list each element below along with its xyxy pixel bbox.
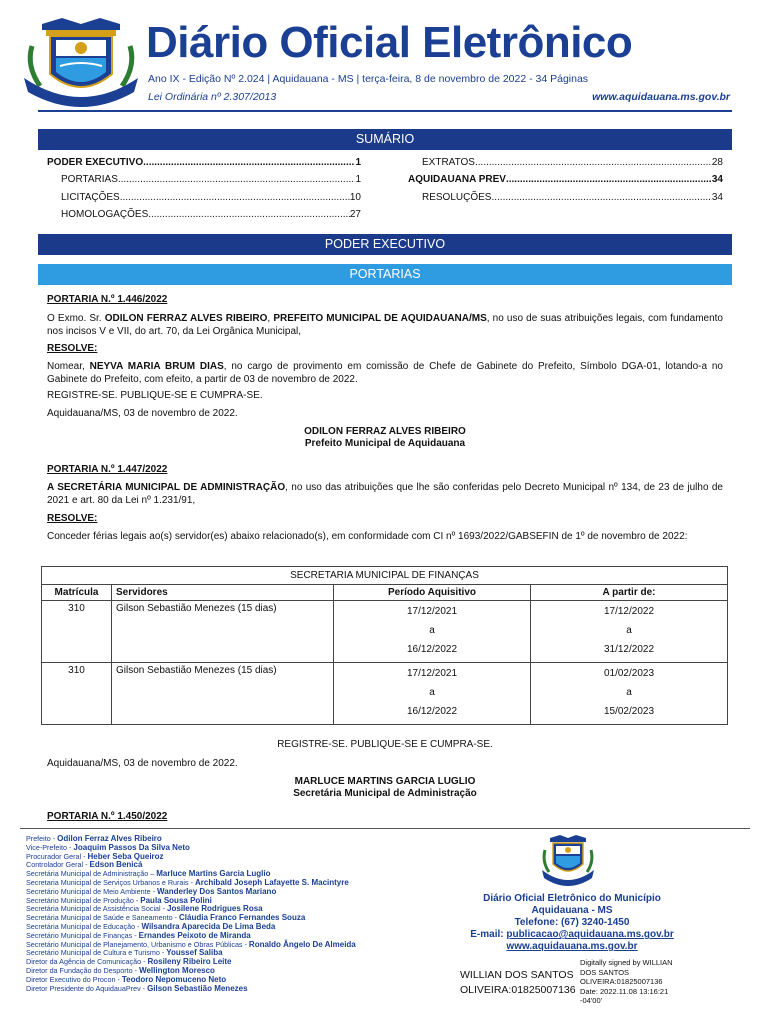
staff-item: Diretor da Fundação do Desporto - Wellington Moresco <box>26 965 215 975</box>
staff-item: Prefeito - Odilon Ferraz Alves Ribeiro <box>26 834 162 843</box>
staff-list <box>26 835 426 993</box>
portaria-1-intro: O Exmo. Sr. ODILON FERRAZ ALVES RIBEIRO, PREFEITO MUNICIPAL DE AQUIDAUANA/MS, no uso de suas atribuições legais, com fundamento nos incisos V e VII, do art. 70, da Lei Orgânica Municipal, <box>47 313 723 337</box>
portaria-3-heading: PORTARIA N.º 1.450/2022 <box>47 811 168 822</box>
portaria-2-resolve: RESOLVE: <box>47 513 98 524</box>
staff-item: Secretário Municipal de Cultura e Turismo - Youssef Saliba <box>26 948 223 958</box>
staff-item: Secretária Municipal de Educação - Wilsandra Aparecida De Lima Beda <box>26 921 276 931</box>
portaria-2-intro: A SECRETÁRIA MUNICIPAL DE ADMINISTRAÇÃO, no uso das atribuições que lhe são conferidas pelo Decreto Municipal nº 134, de 23 de julho de 2021 e art. 80 da Lei nº 1.231/91, <box>47 482 723 506</box>
footer-contact: Diário Oficial Eletrônico do Município Aquidauana - MS Telefone: (67) 3240-1450 E-mail: publicacao@aquidauana.ms.gov.br www.aquidauana.ms.gov.br <box>462 893 682 953</box>
toc-item-portarias[interactable]: PORTARIAS ..... 1 <box>61 174 361 185</box>
email-link[interactable]: publicacao@aquidauana.ms.gov.br <box>506 929 674 940</box>
lei-info: Lei Ordinária nº 2.307/2013 <box>148 91 277 103</box>
municipal-crest-icon <box>22 16 140 112</box>
portaria-1-sign-role: Prefeito Municipal de Aquidauana <box>304 438 466 449</box>
ferias-table <box>41 566 728 725</box>
cell-matricula: 310 <box>42 663 112 725</box>
portaria-2-sign-role: Secretária Municipal de Administração <box>293 788 477 799</box>
col-header-periodo: Período Aquisitivo <box>334 585 531 601</box>
staff-item: Diretor Executivo do Procon - Teodoro Nepomuceno Neto <box>26 974 227 984</box>
cell-apartir: 17/12/2022 a 31/12/2022 <box>531 601 728 663</box>
staff-item: Secretário Municipal de Meio Ambiente - Wanderley Dos Santos Mariano <box>26 886 277 896</box>
table-caption: SECRETARIA MUNICIPAL DE FINANÇAS <box>42 567 728 585</box>
cell-servidor: Gilson Sebastião Menezes (15 dias) <box>112 663 334 725</box>
staff-item: Secretário Municipal de Produção - Paula Sousa Polini <box>26 895 212 905</box>
page-title: Diário Oficial Eletrônico <box>146 18 633 67</box>
toc-item-poder-executivo[interactable]: PODER EXECUTIVO ..... 1 <box>47 157 361 168</box>
table-header-row <box>42 585 728 601</box>
toc-item-resolucoes[interactable]: RESOLUÇÕES ..... 34 <box>422 192 723 203</box>
cell-periodo: 17/12/2021 a 16/12/2022 <box>334 663 531 725</box>
portaria-1-registre: REGISTRE-SE. PUBLIQUE-SE E CUMPRA-SE. <box>47 390 263 401</box>
toc-item-extratos[interactable]: EXTRATOS ..... 28 <box>422 157 723 168</box>
table-row <box>42 663 728 725</box>
portaria-2-date: Aquidauana/MS, 03 de novembro de 2022. <box>47 758 238 769</box>
footer-crest-icon <box>540 834 596 888</box>
table-caption-row <box>42 567 728 585</box>
staff-item: Secretário Municipal de Finanças - Ernandes Peixoto de Miranda <box>26 930 251 940</box>
table-row <box>42 601 728 663</box>
digital-signature-name: WILLIAN DOS SANTOS OLIVEIRA:01825007136 <box>460 969 576 996</box>
portaria-2-body: Conceder férias legais ao(s) servidor(es) abaixo relacionado(s), em conformidade com CI nº 1693/2022/GABSEFIN de 1º de novembro de 2022: <box>47 531 688 542</box>
staff-item: Secretária Municipal de Saúde e Saneamento - Cláudia Franco Fernandes Souza <box>26 913 306 923</box>
portaria-2-sign-name: MARLUCE MARTINS GARCIA LUGLIO <box>294 776 476 787</box>
portaria-2-registre: REGISTRE-SE. PUBLIQUE-SE E CUMPRA-SE. <box>277 739 493 750</box>
toc-item-homologacoes[interactable]: HOMOLOGAÇÕES ..... 27 <box>61 209 361 220</box>
portaria-1-sign-name: ODILON FERRAZ ALVES RIBEIRO <box>304 426 466 437</box>
sumario-bar: SUMÁRIO <box>38 129 732 150</box>
header-divider <box>38 110 732 112</box>
section-bar-poder-executivo: PODER EXECUTIVO <box>38 234 732 255</box>
section-bar-portarias: PORTARIAS <box>38 264 732 285</box>
portaria-1-body: Nomear, NEYVA MARIA BRUM DIAS, no cargo de provimento em comissão de Chefe de Gabinete do Prefeito, Símbolo DGA-01, lotando-a no Gabinete do Prefeito, com efeito, a partir de 03 de novembro de 2022. <box>47 361 723 385</box>
staff-item: Procurador Geral - Heber Seba Queiroz <box>26 851 164 861</box>
staff-item: Controlador Geral - Edson Benicá <box>26 860 143 870</box>
toc-item-licitacoes[interactable]: LICITAÇÕES ..... 10 <box>61 192 361 203</box>
footer-site-link[interactable]: www.aquidauana.ms.gov.br <box>506 941 638 952</box>
staff-item: Secretaria Municipal de Serviços Urbanos e Rurais - Archibald Joseph Lafayette S. Macintyre <box>26 877 349 887</box>
col-header-matricula: Matrícula <box>42 585 112 601</box>
cell-apartir: 01/02/2023 a 15/02/2023 <box>531 663 728 725</box>
portaria-1-resolve: RESOLVE: <box>47 343 98 354</box>
staff-item: Diretor da Agência de Comunicação - Rosileny Ribeiro Leite <box>26 957 232 967</box>
cell-servidor: Gilson Sebastião Menezes (15 dias) <box>112 601 334 663</box>
col-header-apartir: A partir de: <box>531 585 728 601</box>
cell-periodo: 17/12/2021 a 16/12/2022 <box>334 601 531 663</box>
col-header-servidores: Servidores <box>112 585 334 601</box>
toc-item-aquidauana-prev[interactable]: AQUIDAUANA PREV ..... 34 <box>408 174 723 185</box>
portaria-1-date: Aquidauana/MS, 03 de novembro de 2022. <box>47 408 238 419</box>
cell-matricula: 310 <box>42 601 112 663</box>
staff-item: Vice-Prefeito - Joaquim Passos Da Silva Neto <box>26 842 190 852</box>
staff-item: Secretário Municipal de Planejamento, Urbanismo e Obras Públicas - Ronaldo Ângelo De Almeida <box>26 939 356 949</box>
portaria-1-heading: PORTARIA N.º 1.446/2022 <box>47 294 168 305</box>
digital-signature-details: Digitally signed by WILLIAN DOS SANTOS OLIVEIRA:01825007136 Date: 2022.11.08 13:16:21 -04'00' <box>580 958 673 1005</box>
staff-item: Secretária Municipal de Administração – Marluce Martins Garcia Luglio <box>26 869 271 879</box>
page-header <box>0 0 770 120</box>
staff-item: Secretária Municipal de Assistência Social - Josilene Rodrigues Rosa <box>26 904 263 914</box>
footer-divider <box>20 828 750 829</box>
portaria-2-heading: PORTARIA N.º 1.447/2022 <box>47 464 168 475</box>
staff-item: Diretor Presidente do AquidauaPrev - Gilson Sebastião Menezes <box>26 983 248 993</box>
site-link[interactable]: www.aquidauana.ms.gov.br <box>592 91 730 103</box>
edition-info: Ano IX - Edição Nº 2.024 | Aquidauana - MS | terça-feira, 8 de novembro de 2022 - 34 Páginas <box>148 73 589 85</box>
